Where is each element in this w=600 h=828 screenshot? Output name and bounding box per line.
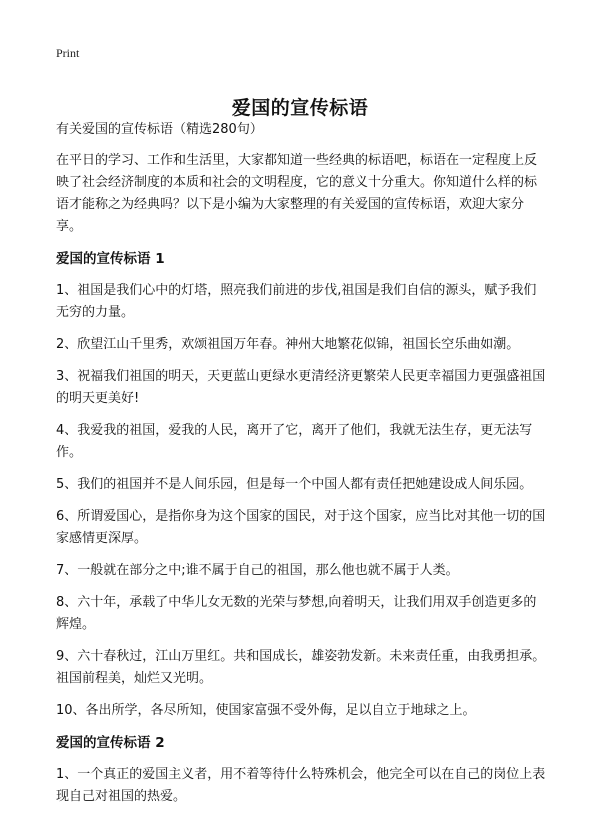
article-subtitle: 有关爱国的宣传标语（精选280句） [56,122,263,137]
page-title: 爱国的宣传标语 [231,96,369,119]
section-heading: 爱国的宣传标语 1 [56,251,165,267]
print-link[interactable]: Print [56,46,80,60]
list-item: 3、祝福我们祖国的明天，天更蓝山更绿水更清经济更繁荣人民更幸福国力更强盛祖国的明天更美好! [56,369,546,406]
list-item: 2、欣望江山千里秀，欢颂祖国万年春。神州大地繁花似锦，祖国长空乐曲如潮。 [56,337,520,352]
slogan-list [56,280,548,722]
section-heading: 爱国的宣传标语 2 [56,735,165,751]
list-item: 8、六十年，承载了中华儿女无数的光荣与梦想,向着明天，让我们用双手创造更多的辉煌。 [56,595,537,632]
list-item: 6、所谓爱国心，是指你身为这个国家的国民，对于这个国家，应当比对其他一切的国家感情更深厚。 [56,509,546,546]
list-item: 5、我们的祖国并不是人间乐园，但是每一个中国人都有责任把她建设成人间乐园。 [56,477,533,492]
list-item: 1、一个真正的爱国主义者，用不着等待什么特殊机会，他完全可以在自己的岗位上表现自己对祖国的热爱。 [56,767,546,804]
list-item: 9、六十春秋过，江山万里红。共和国成长，雄姿勃发新。未来责任重，由我勇担承。祖国前程美，灿烂又光明。 [56,649,546,686]
list-item: 7、一般就在部分之中;谁不属于自己的祖国，那么他也就不属于人类。 [56,563,459,578]
list-item: 10、各出所学，各尽所知，使国家富强不受外侮，足以自立于地球之上。 [56,703,476,718]
list-item: 1、祖国是我们心中的灯塔，照亮我们前进的步伐,祖国是我们自信的源头，赋予我们无穷的力量。 [56,283,537,320]
slogan-list [56,764,548,808]
list-item: 4、我爱我的祖国，爱我的人民，离开了它，离开了他们，我就无法生存，更无法写作。 [56,423,533,460]
article-intro: 在平日的学习、工作和生活里，大家都知道一些经典的标语吧，标语在一定程度上反映了社会经济制度的本质和社会的文明程度，它的意义十分重大。你知道什么样的标语才能称之为经典吗？以下是小编为大家整理的有关爱国的宣传标语，欢迎大家分享。 [56,153,538,234]
article-body [56,120,548,818]
